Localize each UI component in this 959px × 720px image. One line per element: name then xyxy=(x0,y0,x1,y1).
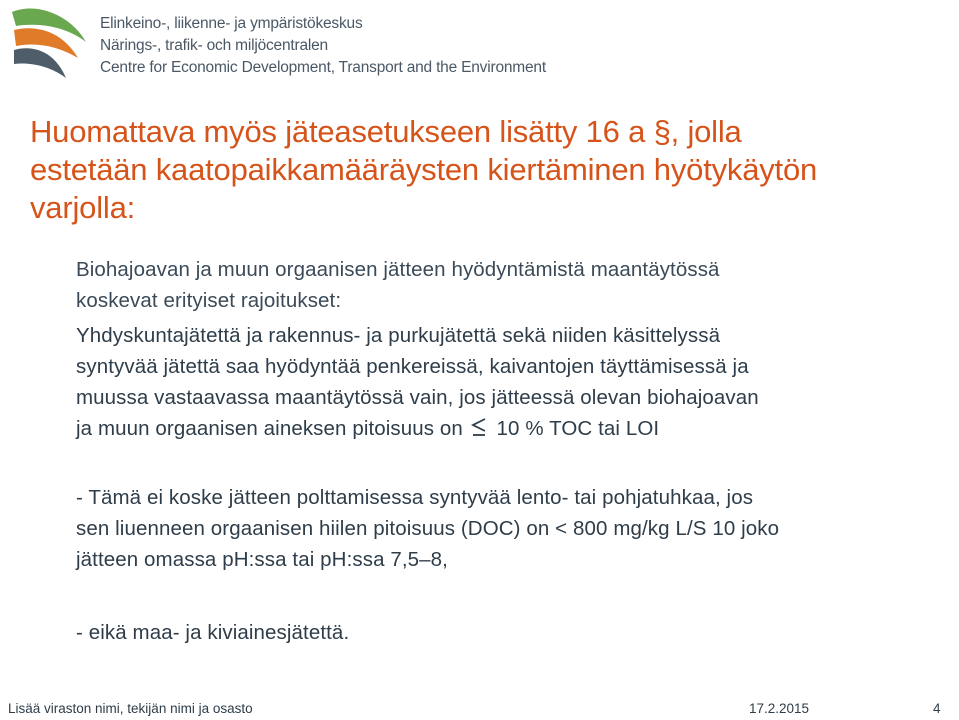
organization-name xyxy=(100,13,546,79)
body-heading-line-2: koskevat erityiset rajoitukset: xyxy=(76,289,342,312)
paragraph-1-line-4-after: 10 % TOC tai LOI xyxy=(496,417,660,440)
paragraph-1-line-4 xyxy=(76,413,956,444)
title-line-2: estetään kaatopaikkamääräysten kiertäminen hyötykäytön xyxy=(30,152,818,187)
org-name-finnish: Elinkeino-, liikenne- ja ympäristökeskus xyxy=(100,15,363,32)
paragraph-1-line-3: muussa vastaavassa maantäytössä vain, jos jätteessä olevan biohajoavan xyxy=(76,386,759,409)
paragraph-1-line-1: Yhdyskuntajätettä ja rakennus- ja purkujätettä sekä niiden käsittelyssä xyxy=(76,324,721,347)
paragraph-2-line-2: sen liuenneen orgaanisen hiilen pitoisuus (DOC) on < 800 mg/kg L/S 10 joko xyxy=(76,517,780,540)
slide-title xyxy=(30,113,930,227)
footer-page-number: 4 xyxy=(933,701,941,716)
paragraph-3-line-1: - eikä maa- ja kiviainesjätettä. xyxy=(76,621,350,644)
less-than-or-equal-icon xyxy=(471,416,487,438)
title-line-1: Huomattava myös jäteasetukseen lisätty 16 a §, jolla xyxy=(30,114,742,149)
org-name-english: Centre for Economic Development, Transport and the Environment xyxy=(100,59,546,76)
org-name-swedish: Närings-, trafik- och miljöcentralen xyxy=(100,37,328,54)
footer-author: Lisää viraston nimi, tekijän nimi ja osasto xyxy=(8,701,253,716)
paragraph-2-line-3: jätteen omassa pH:ssa tai pH:ssa 7,5–8, xyxy=(76,548,448,571)
body-heading-line-1: Biohajoavan ja muun orgaanisen jätteen hyödyntämistä maantäytössä xyxy=(76,258,720,281)
slide-body xyxy=(76,254,956,648)
paragraph-1-line-4-before: ja muun orgaanisen aineksen pitoisuus on xyxy=(76,417,463,440)
paragraph-2-line-1: - Tämä ei koske jätteen polttamisessa syntyvää lento- tai pohjatuhkaa, jos xyxy=(76,486,754,509)
ely-centre-logo-icon xyxy=(6,4,88,82)
footer-date: 17.2.2015 xyxy=(749,701,810,716)
title-line-3: varjolla: xyxy=(30,190,136,225)
paragraph-1-line-2: syntyvää jätettä saa hyödyntää penkereissä, kaivantojen täyttämisessä ja xyxy=(76,355,749,378)
